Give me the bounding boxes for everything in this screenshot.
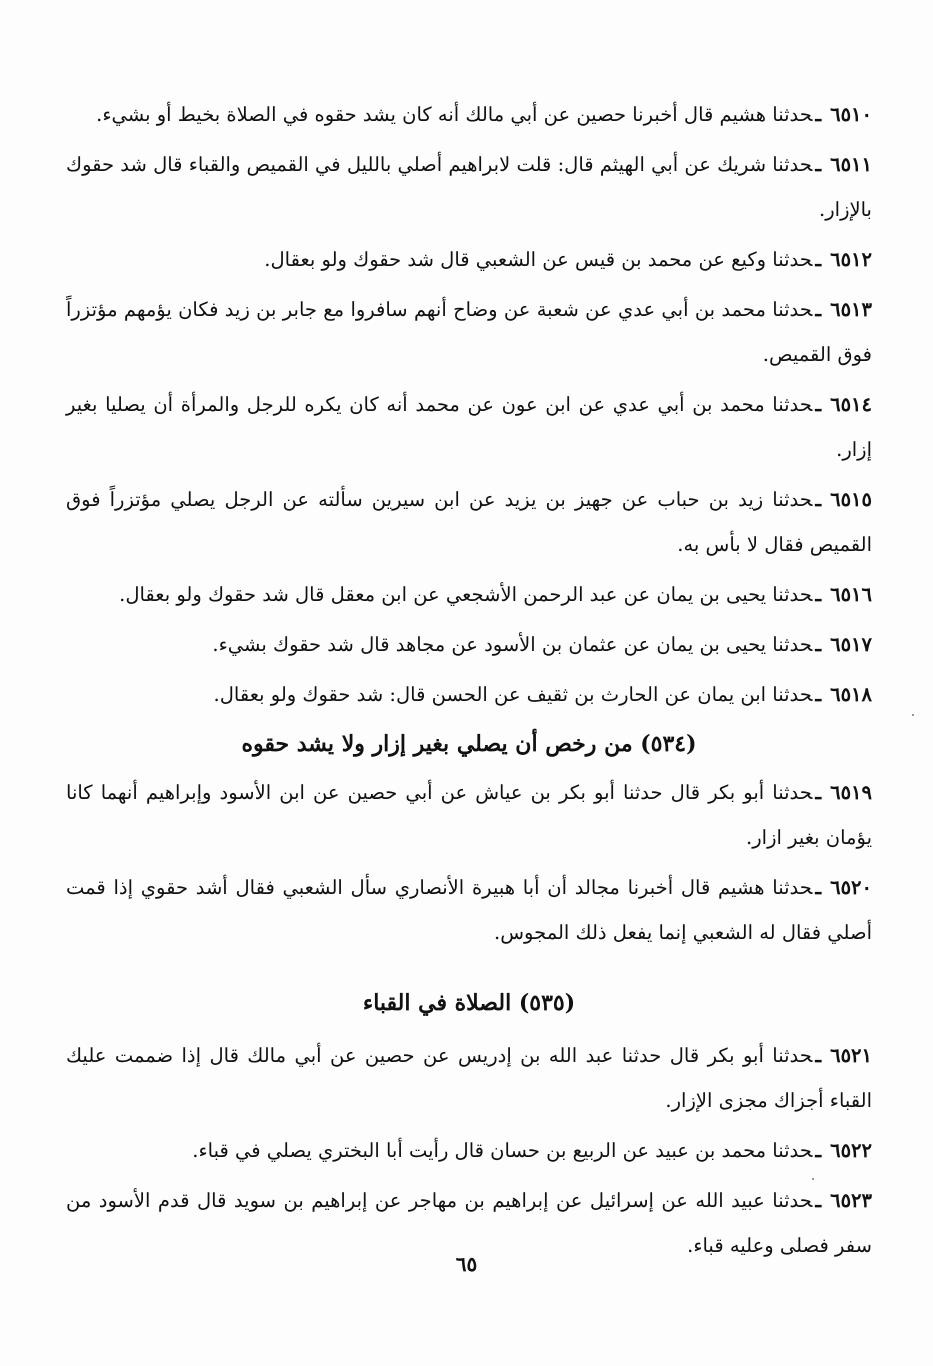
hadith-text: حدثنا عبيد الله عن إسرائيل عن إبراهيم بن مهاجر عن إبراهيم بن سويد قال قدم الأسود من سفر فصلى وعليه قباء. <box>66 1189 872 1257</box>
hadith-group-534 <box>66 770 872 955</box>
number-dash: ـ <box>815 103 822 126</box>
number-dash: ـ <box>815 298 822 321</box>
hadith-text: حدثنا شريك عن أبي الهيثم قال: قلت لابراهيم أصلي بالليل في القميص والقباء قال شد حقوك بالإزار. <box>66 153 872 221</box>
hadith-text: حدثنا أبو بكر قال حدثنا عبد الله بن إدريس عن حصين عن أبي مالك قال إذا ضممت عليك القباء أجزاك مجزى الإزار. <box>66 1044 872 1112</box>
hadith-text: حدثنا زيد بن حباب عن جهيز بن يزيد عن ابن سيرين سألته عن الرجل يصلي مؤتزراً فوق القميص فقال لا بأس به. <box>66 488 872 556</box>
hadith-text: حدثنا هشيم قال أخبرنا حصين عن أبي مالك أنه كان يشد حقوه في الصلاة بخيط أو بشيء. <box>96 103 813 126</box>
number-dash: ـ <box>815 488 822 511</box>
scan-speck <box>912 714 914 716</box>
hadith-group-pre-534 <box>66 92 872 717</box>
number-dash: ـ <box>815 1044 822 1067</box>
hadith-entry <box>66 572 872 617</box>
section-heading-535: (٥٣٥) الصلاة في القباء <box>362 990 576 1016</box>
number-dash: ـ <box>815 633 822 656</box>
hadith-number: ٦٥١٠ <box>830 103 872 126</box>
hadith-number: ٦٥١٧ <box>830 633 872 656</box>
hadith-text: حدثنا ابن يمان عن الحارث بن ثقيف عن الحسن قال: شد حقوك ولو بعقال. <box>213 683 813 706</box>
hadith-entry <box>66 1033 872 1123</box>
hadith-entry <box>66 1128 872 1173</box>
scan-speck <box>812 1178 814 1180</box>
hadith-number: ٦٥٢١ <box>830 1044 872 1067</box>
hadith-group-535 <box>66 1033 872 1268</box>
number-dash: ـ <box>815 393 822 416</box>
hadith-entry <box>66 865 872 955</box>
page-body <box>66 92 872 1273</box>
number-dash: ـ <box>815 248 822 271</box>
hadith-text: حدثنا هشيم قال أخبرنا مجالد أن أبا هبيرة الأنصاري سأل الشعبي فقال أشد حقوي إذا قمت أصلي فقال له الشعبي إنما يفعل ذلك المجوس. <box>66 876 872 944</box>
hadith-number: ٦٥١٤ <box>830 393 872 416</box>
hadith-entry <box>66 92 872 137</box>
hadith-text: حدثنا محمد بن عبيد عن الربيع بن حسان قال رأيت أبا البختري يصلي في قباء. <box>192 1139 813 1162</box>
hadith-text: حدثنا محمد بن أبي عدي عن شعبة عن وضاح أنهم سافروا مع جابر بن زيد فكان يؤمهم مؤتزراً فوق القميص. <box>66 298 872 366</box>
number-dash: ـ <box>815 876 822 899</box>
number-dash: ـ <box>815 1139 822 1162</box>
hadith-number: ٦٥١١ <box>830 153 872 176</box>
hadith-number: ٦٥٢٢ <box>830 1139 872 1162</box>
hadith-entry <box>66 382 872 472</box>
hadith-text: حدثنا وكيع عن محمد بن قيس عن الشعبي قال شد حقوك ولو بعقال. <box>264 248 813 271</box>
section-heading-534: (٥٣٤) من رخص أن يصلي بغير إزار ولا يشد حقوه <box>241 731 697 757</box>
hadith-entry <box>66 287 872 377</box>
hadith-text: حدثنا أبو بكر قال حدثنا أبو بكر بن عياش عن أبي حصين عن ابن الأسود وإبراهيم أنهما كانا يؤمان بغير ازار. <box>66 781 872 849</box>
number-dash: ـ <box>815 683 822 706</box>
number-dash: ـ <box>815 583 822 606</box>
hadith-entry <box>66 142 872 232</box>
hadith-number: ٦٥١٩ <box>830 781 872 804</box>
number-dash: ـ <box>815 153 822 176</box>
hadith-text: حدثنا يحيى بن يمان عن عثمان بن الأسود عن مجاهد قال شد حقوك بشيء. <box>212 633 813 656</box>
hadith-entry <box>66 770 872 860</box>
hadith-number: ٦٥١٣ <box>830 298 872 321</box>
hadith-number: ٦٥٢٣ <box>830 1189 872 1212</box>
number-dash: ـ <box>815 1189 822 1212</box>
hadith-entry <box>66 237 872 282</box>
hadith-text: حدثنا محمد بن أبي عدي عن ابن عون عن محمد أنه كان يكره للرجل والمرأة أن يصليا بغير إزار. <box>66 393 872 461</box>
hadith-number: ٦٥١٦ <box>830 583 872 606</box>
hadith-number: ٦٥١٥ <box>830 488 872 511</box>
page-number: ٦٥ <box>455 1252 478 1276</box>
hadith-number: ٦٥٢٠ <box>830 876 872 899</box>
hadith-text: حدثنا يحيى بن يمان عن عبد الرحمن الأشجعي عن ابن معقل قال شد حقوك ولو بعقال. <box>119 583 813 606</box>
hadith-entry <box>66 672 872 717</box>
number-dash: ـ <box>815 781 822 804</box>
hadith-entry <box>66 477 872 567</box>
hadith-number: ٦٥١٢ <box>830 248 872 271</box>
hadith-entry <box>66 622 872 667</box>
hadith-number: ٦٥١٨ <box>830 683 872 706</box>
